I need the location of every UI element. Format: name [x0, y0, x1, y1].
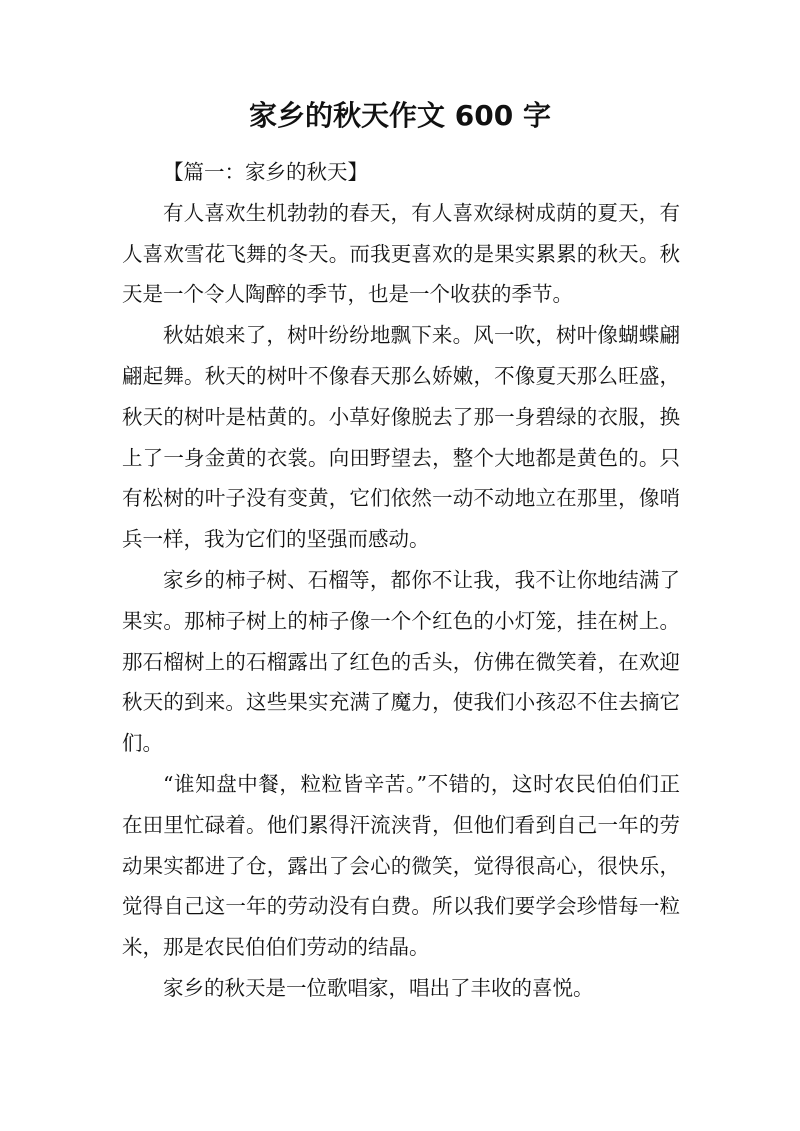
- paragraph-3: 家乡的柿子树、石榴等，都你不让我，我不让你地结满了果实。那柿子树上的柿子像一个个红色的小灯笼，挂在树上。那石榴树上的石榴露出了红色的舌头，仿佛在微笑着，在欢迎秋天的到来。这些果实充满了魔力，使我们小孩忍不住去摘它们。: [122, 567, 680, 756]
- paragraph-5: 家乡的秋天是一位歌唱家，唱出了丰收的喜悦。: [163, 975, 594, 1000]
- paragraph-1: 有人喜欢生机勃勃的春天，有人喜欢绿树成荫的夏天，有人喜欢雪花飞舞的冬天。而我更喜欢的是果实累累的秋天。秋天是一个令人陶醉的季节，也是一个收获的季节。: [122, 200, 680, 307]
- paragraph-4: “谁知盘中餐，粒粒皆辛苦。”不错的，这时农民伯伯们正在田里忙碌着。他们累得汗流浃背，但他们看到自己一年的劳动果实都进了仓，露出了会心的微笑，觉得很高心，很快乐，觉得自己这一年的劳动没有白费。所以我们要学会珍惜每一粒米，那是农民伯伯们劳动的结晶。: [122, 771, 680, 960]
- document-title: 家乡的秋天作文 600 字: [249, 99, 551, 132]
- paragraph-2: 秋姑娘来了，树叶纷纷地飘下来。风一吹，树叶像蝴蝶翩翩起舞。秋天的树叶不像春天那么娇嫩，不像夏天那么旺盛，秋天的树叶是枯黄的。小草好像脱去了那一身碧绿的衣服，换上了一身金黄的衣裳。向田野望去，整个大地都是黄色的。只有松树的叶子没有变黄，它们依然一动不动地立在那里，像哨兵一样，我为它们的坚强而感动。: [122, 323, 680, 552]
- section-heading: 【篇一：家乡的秋天】: [163, 160, 368, 184]
- document-body: [122, 152, 680, 1009]
